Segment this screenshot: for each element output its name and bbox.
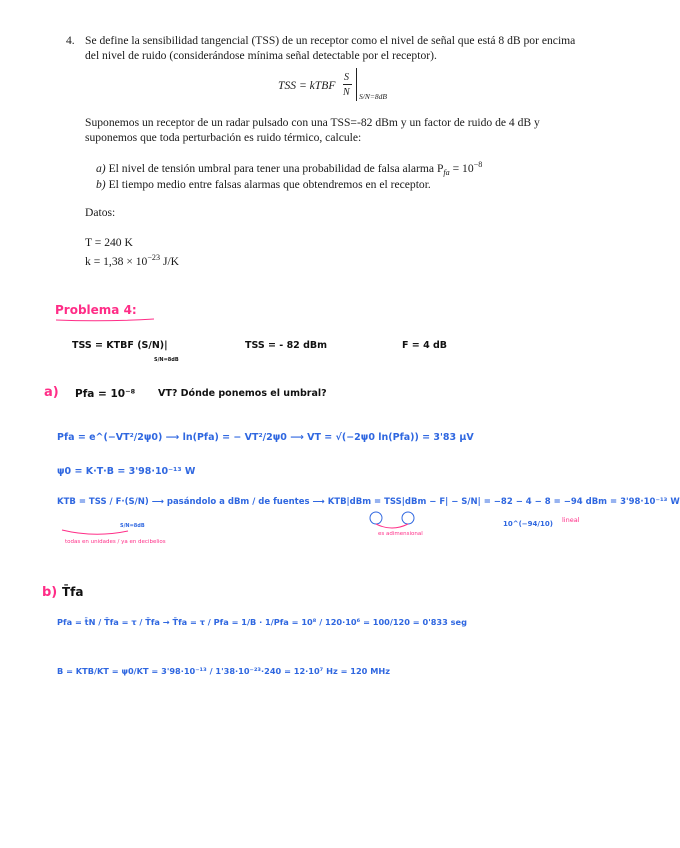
dato-k-unit: J/K xyxy=(160,254,180,268)
item-b-text: El tiempo medio entre falsas alarmas que obtendremos en el receptor. xyxy=(108,178,431,191)
notes-title-underline xyxy=(55,318,155,322)
eq3-under: 10^(−94/10) xyxy=(503,520,553,528)
anno-left-text: todas en unidades / ya en decibelios xyxy=(65,539,166,545)
notes-tss-formula-sub: S/N=8dB xyxy=(154,357,179,363)
part-a-pfa: Pfa = 10⁻⁸ xyxy=(75,388,136,400)
eq3-mid: KTB|dBm = TSS|dBm − F| − S/N| xyxy=(327,497,481,507)
item-a-eq: = 10 xyxy=(449,161,474,175)
eq-pfa-threshold xyxy=(57,432,474,443)
datos-label: Datos: xyxy=(85,206,116,219)
formula-lhs: TSS = kTBF xyxy=(278,79,336,92)
eq3-left-sub: S/N=8dB xyxy=(120,523,145,529)
item-a-label: a) xyxy=(96,161,106,175)
formula-eval-sub: S/N=8dB xyxy=(359,92,387,101)
part-a-label: a) xyxy=(44,385,59,400)
dato-k-exp: −23 xyxy=(147,253,161,262)
anno-mid-circles xyxy=(368,508,418,532)
arrow-icon: ⟶ xyxy=(312,497,325,507)
problem-body-line1: Suponemos un receptor de un radar pulsado con una TSS=-82 dBm y un factor de ruido de 4 dB y xyxy=(85,116,540,129)
problem-intro-line1: Se define la sensibilidad tangencial (TSS) de un receptor como el nivel de señal que está 8 dB por encima xyxy=(85,34,576,47)
anno-left-bracket xyxy=(60,528,130,538)
formula-eval-bar xyxy=(356,68,357,101)
problem-intro-line2: del nivel de ruido (considerándose mínima señal detectable por el receptor). xyxy=(85,49,437,62)
eq3-left: KTB = TSS / F·(S/N) xyxy=(57,497,149,507)
part-b-symbol: T̄fa xyxy=(62,585,84,599)
arrow-icon: ⟶ xyxy=(151,497,164,507)
item-b xyxy=(96,177,431,192)
dato-temperature: T = 240 K xyxy=(85,236,133,249)
eq3-right: = −82 − 4 − 8 = −94 dBm = 3'98·10⁻¹³ W xyxy=(483,497,680,507)
anno-right-text: lineal xyxy=(562,516,580,524)
eq-noise-power: ψ0 = K·T·B = 3'98·10⁻¹³ W xyxy=(57,466,196,477)
notes-tss-value: TSS = - 82 dBm xyxy=(245,340,328,351)
eq-bandwidth: B = KTB/KT = ψ0/KT = 3'98·10⁻¹³ / 1'38·10⁻²³·240 = 12·10⁷ Hz = 120 MHz xyxy=(57,666,390,676)
notes-f-value: F = 4 dB xyxy=(402,340,448,351)
tss-definition-formula xyxy=(278,68,418,104)
eq1-left: Pfa = e^(−VT²/2ψ0) xyxy=(57,432,163,443)
eq3-note: pasándolo a dBm / de fuentes xyxy=(166,497,310,507)
problem-body-line2: suponemos que toda perturbación es ruido térmico, calcule: xyxy=(85,131,362,144)
arrow-icon: ⟶ xyxy=(290,432,304,443)
formula-frac-num: S xyxy=(344,72,349,83)
item-a-sub: fa xyxy=(443,168,450,178)
eq1-mid: ln(Pfa) = − VT²/2ψ0 xyxy=(182,432,287,443)
item-a-exp: −8 xyxy=(473,160,483,169)
anno-mid-text: es adimensional xyxy=(378,531,423,537)
dato-boltzmann xyxy=(85,250,179,269)
formula-frac-den: N xyxy=(343,87,350,98)
notes-tss-formula: TSS = KTBF (S/N)| xyxy=(72,340,168,351)
eq1-right: VT = √(−2ψ0 ln(Pfa)) = 3'83 μV xyxy=(307,432,474,443)
part-a-question: VT? Dónde ponemos el umbral? xyxy=(158,388,327,399)
notes-title: Problema 4: xyxy=(55,303,137,317)
item-a-text: El nivel de tensión umbral para tener una probabilidad de falsa alarma P xyxy=(108,161,444,175)
eq-mean-false-alarm-time: Pfa = t̄N / T̄fa = τ / T̄fa → T̄fa = τ / Pfa = 1/B · 1/Pfa = 10⁸ / 120·10⁶ = 100/120 = 0'833 seg xyxy=(57,617,467,627)
problem-number: 4. xyxy=(66,34,75,47)
dato-k-base: k = 1,38 × 10 xyxy=(85,254,148,268)
item-b-label: b) xyxy=(96,178,106,191)
part-b-label: b) xyxy=(42,585,58,600)
eq-ktb-derivation xyxy=(57,497,680,507)
arrow-icon: ⟶ xyxy=(165,432,180,443)
